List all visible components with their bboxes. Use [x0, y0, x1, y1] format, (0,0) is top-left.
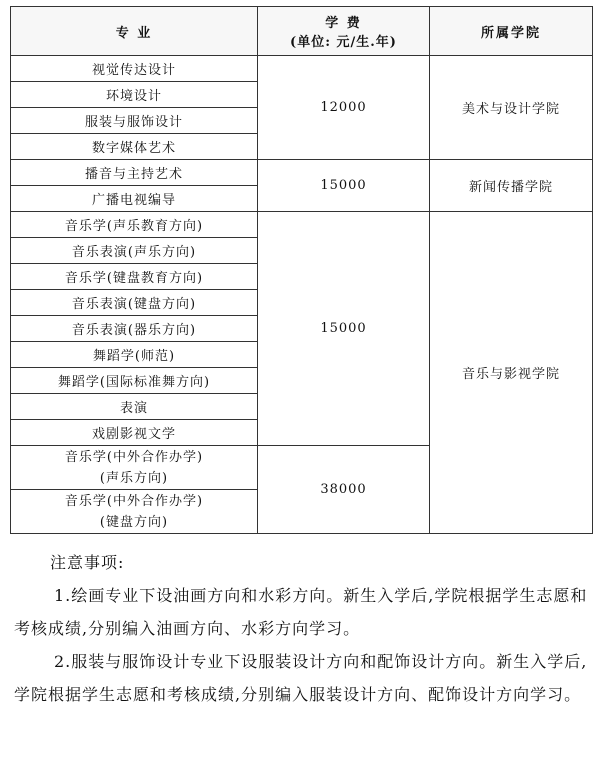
major-cell: 广播电视编导	[11, 186, 258, 212]
major-cell	[11, 446, 258, 490]
major-cell	[11, 490, 258, 534]
notes-title: 注意事项:	[50, 553, 125, 572]
table-row	[11, 160, 593, 186]
college-cell: 音乐与影视学院	[430, 212, 593, 534]
fee-cell: 38000	[258, 446, 430, 534]
major-cell: 音乐表演(键盘方向)	[11, 290, 258, 316]
header-row	[11, 7, 593, 56]
major-cell: 音乐学(声乐教育方向)	[11, 212, 258, 238]
major-cell: 数字媒体艺术	[11, 134, 258, 160]
tuition-fee-table	[10, 6, 593, 534]
college-cell: 美术与设计学院	[430, 56, 593, 160]
table-row	[11, 212, 593, 238]
notes-section	[14, 546, 594, 711]
fee-cell: 15000	[258, 212, 430, 446]
note-item-1: 1.绘画专业下设油画方向和水彩方向。新生入学后,学院根据学生志愿和考核成绩,分别编入油画方向、水彩方向学习。	[14, 586, 588, 638]
major-cell: 音乐表演(声乐方向)	[11, 238, 258, 264]
major-cell: 视觉传达设计	[11, 56, 258, 82]
header-college: 所属学院	[430, 7, 593, 56]
major-name: 音乐学(中外合作办学)	[64, 493, 204, 509]
major-direction: (声乐方向)	[99, 470, 169, 486]
major-cell: 舞蹈学(国际标准舞方向)	[11, 368, 258, 394]
major-cell: 音乐表演(器乐方向)	[11, 316, 258, 342]
major-cell: 播音与主持艺术	[11, 160, 258, 186]
note-item-2: 2.服装与服饰设计专业下设服装设计方向和配饰设计方向。新生入学后,学院根据学生志愿和考核成绩,分别编入服装设计方向、配饰设计方向学习。	[14, 652, 588, 704]
college-cell: 新闻传播学院	[430, 160, 593, 212]
major-cell: 服装与服饰设计	[11, 108, 258, 134]
header-fee	[258, 7, 430, 56]
major-cell: 环境设计	[11, 82, 258, 108]
major-cell: 音乐学(键盘教育方向)	[11, 264, 258, 290]
major-direction: (键盘方向)	[99, 514, 169, 530]
major-cell: 表演	[11, 394, 258, 420]
header-major: 专 业	[11, 7, 258, 56]
major-name: 音乐学(中外合作办学)	[64, 449, 204, 465]
header-fee-unit: (单位: 元/生.年)	[290, 35, 397, 50]
major-cell: 舞蹈学(师范)	[11, 342, 258, 368]
header-fee-title: 学 费	[325, 16, 362, 31]
fee-cell: 15000	[258, 160, 430, 212]
major-cell: 戏剧影视文学	[11, 420, 258, 446]
table-row	[11, 56, 593, 82]
fee-cell: 12000	[258, 56, 430, 160]
